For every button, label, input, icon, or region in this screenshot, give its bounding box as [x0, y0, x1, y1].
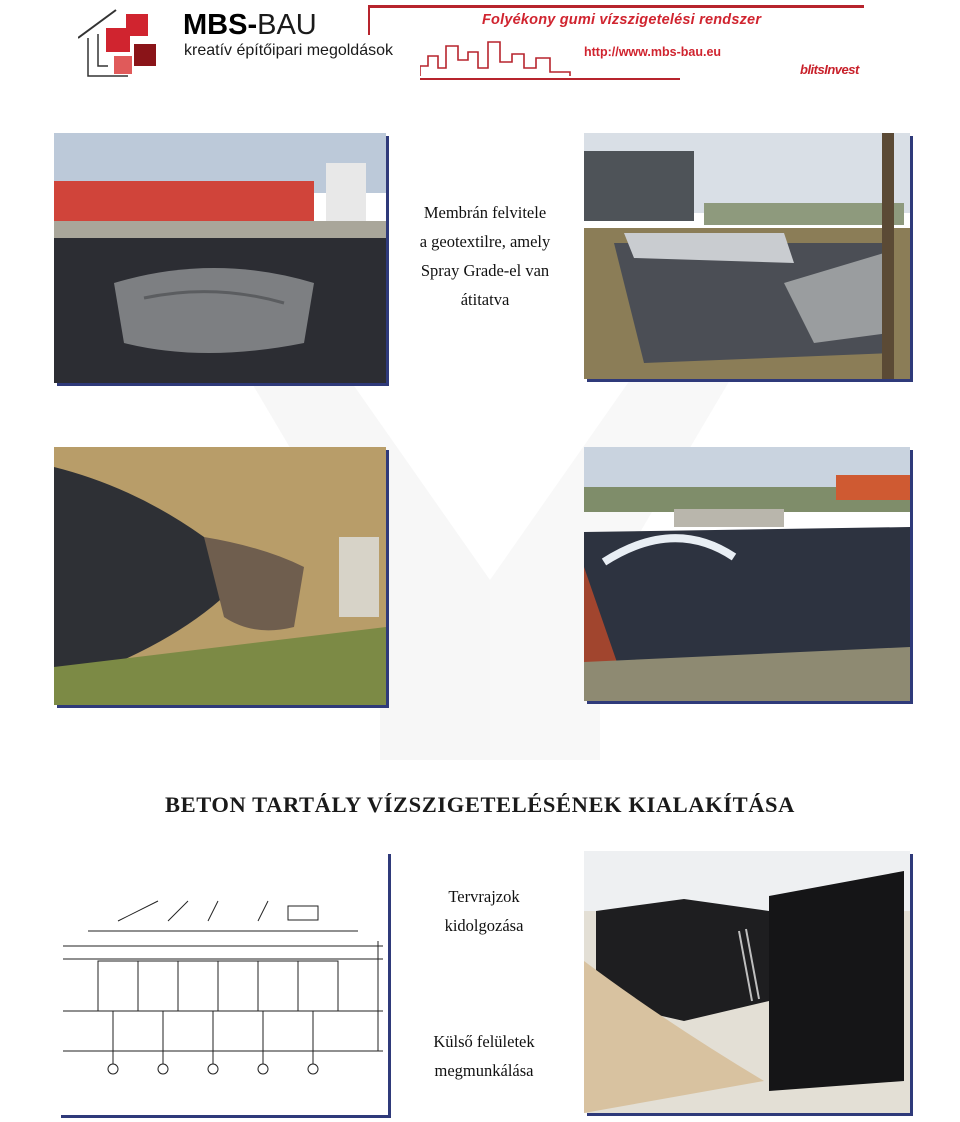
- caption-line: átitatva: [460, 290, 510, 309]
- partner-logo: blitsInvest: [800, 62, 859, 77]
- caption-plans: [386, 882, 582, 940]
- brand-tagline: kreatív építőipari megoldások: [184, 42, 393, 59]
- caption-line: kidolgozása: [444, 916, 524, 935]
- mbs-bau-logo: [78, 8, 173, 80]
- technical-drawing: [58, 851, 388, 1115]
- header-url[interactable]: http://www.mbs-bau.eu: [584, 45, 722, 59]
- section-title: BETON TARTÁLY VÍZSZIGETELÉSÉNEK KIALAKÍTÁSA: [164, 792, 796, 817]
- caption-line: Külső felületek: [433, 1032, 535, 1051]
- header-rule-mid: [368, 5, 370, 35]
- photo-spraying: [584, 447, 910, 701]
- caption-line: Membrán felvitele: [423, 203, 547, 222]
- photo-bank-stones: [54, 447, 386, 705]
- photo-tank-exterior: [584, 851, 910, 1113]
- photo-pond-membrane: [54, 133, 386, 383]
- caption-line: Tervrajzok: [448, 887, 520, 906]
- caption-line: a geotextilre, amely: [419, 232, 551, 251]
- header-rule-bottom: [420, 78, 680, 80]
- city-skyline-icon: [420, 38, 590, 78]
- caption-line: megmunkálása: [434, 1061, 534, 1080]
- caption-membrane: [388, 198, 582, 314]
- header-title: Folyékony gumi vízszigetelési rendszer: [482, 12, 762, 28]
- caption-line: Spray Grade-el van: [420, 261, 550, 280]
- photo-basin: [584, 133, 910, 379]
- brand-name: MBS-BAU: [183, 9, 317, 41]
- header-rule-top: [368, 5, 864, 8]
- caption-exterior: [386, 1027, 582, 1085]
